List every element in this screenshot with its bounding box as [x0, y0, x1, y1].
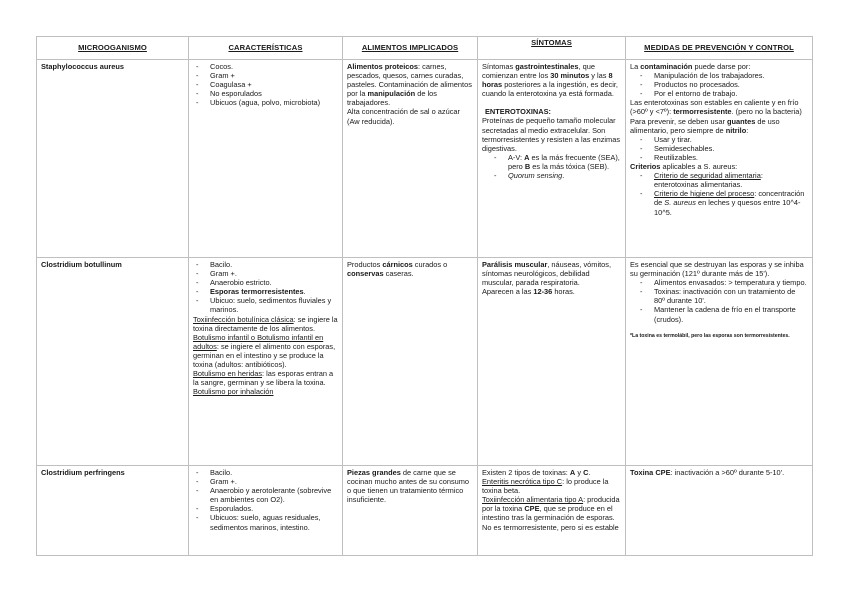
bold-text: Parálisis muscular [482, 260, 548, 269]
list-item: - Toxinas: inactivación con un tratamiento de 80º durante 10'. [654, 287, 808, 305]
toxin-type [482, 495, 621, 531]
contamination-list [630, 71, 808, 98]
underlined-text: Criterio de seguridad alimentaria [654, 171, 761, 181]
bold-text: termorresistente [673, 107, 732, 117]
list-item: - Gram +. [210, 477, 338, 486]
botulism-type [193, 387, 338, 396]
text: : inactivación a >60º durante 5-10'. [670, 468, 785, 477]
prevention-cell [626, 466, 813, 556]
list-item: - Bacilo. [210, 468, 338, 477]
symptoms-text [482, 62, 621, 98]
list-item: - Anaerobio estricto. [210, 278, 338, 287]
list-item [508, 171, 621, 180]
text: Las enterotoxinas son estables en caliente y en frío (>60º y <7º): [630, 98, 799, 117]
organism-name: Clostridium perfringens [37, 466, 189, 556]
italic-text: Quorum sensing [508, 171, 563, 181]
bold-text: Toxina CPE [630, 468, 671, 477]
text: curados o [412, 260, 448, 269]
enterotoxins-heading: ENTEROTOXINAS: [485, 107, 551, 117]
header-row [37, 37, 813, 60]
botulism-type [193, 333, 338, 369]
foods-cell [343, 466, 478, 556]
text: es la más frecuente (SEA), pero [508, 152, 620, 171]
foods-cell [343, 60, 478, 258]
bold-text: cárnicos [382, 260, 413, 269]
list-item [654, 189, 808, 216]
list-item: - Gram + [210, 71, 338, 80]
text: , que se produce en el intestino tras la germinación de esporas. No es termorresistente, pero si es estable [482, 504, 619, 532]
list-item: - Coagulasa + [210, 80, 338, 89]
gloves-list [630, 135, 808, 162]
bold-text: guantes [726, 116, 756, 126]
enterotoxins-text: Proteínas de pequeño tamaño molecular secretadas al medio extracelular. Son termorresistentes y resisten a las enzimas digestivas. [482, 116, 621, 153]
text: Para prevenir, se deben usar [630, 116, 727, 126]
underlined-text: Botulismo por inhalación [193, 387, 274, 397]
list-item: - Anaerobio y aerotolerante (sobrevive en ambientes con O2). [210, 486, 338, 504]
toxin-note: *La toxina es termolábil, pero las esporas son termorresistentes. [630, 332, 790, 339]
foods-text [347, 62, 473, 107]
list-item: - Alimentos envasados: > temperatura y tiempo. [654, 278, 808, 287]
header-caracteristicas: CARACTERÍSTICAS [189, 37, 343, 60]
text: Síntomas [482, 62, 516, 71]
bold-text: B [524, 161, 531, 171]
foods-text [347, 468, 473, 504]
organism-name: Clostridium botullinum [37, 258, 189, 466]
bold-text: gastrointestinales [515, 62, 579, 71]
symptoms-cell [478, 60, 626, 258]
list-item: - Ubicuo: suelo, sedimentos fluviales y marinos. [210, 296, 338, 314]
bold-text: A [569, 468, 576, 477]
symptoms-text [482, 468, 621, 477]
underlined-text: Toxiinfección botulínica clásica [193, 314, 294, 324]
bold-text: Piezas grandes [347, 468, 401, 477]
list-item: - Reutilizables. [654, 153, 808, 162]
bold-text: 30 minutos [550, 71, 590, 81]
list-item: - Semidesechables. [654, 144, 808, 153]
text: : [746, 125, 749, 135]
text: : concentración de [654, 189, 805, 208]
text: La [630, 62, 641, 71]
prevention-text [630, 468, 808, 477]
text: horas. [552, 287, 575, 297]
header-microorganismo: MICROOGANISMO [37, 37, 189, 60]
text: de uso alimentario, pero siempre de [630, 116, 780, 135]
underlined-text: Criterio de higiene del proceso [654, 189, 755, 199]
text: en leches y quesos entre 10^4-10^5. [654, 198, 801, 217]
text: . (pero no la bacteria) [731, 107, 802, 117]
row-perfringens [37, 466, 813, 556]
underlined-text: Botulismo infantil o Botulismo infantil en adultos [193, 332, 324, 351]
characteristics-cell [189, 258, 343, 466]
list-item: - Manipulación de los trabajadores. [654, 71, 808, 80]
characteristics-list [193, 260, 338, 315]
foods-cell [343, 258, 478, 466]
text: , que comienzan entre los [482, 62, 595, 81]
characteristics-cell [189, 60, 343, 258]
list-item [654, 171, 808, 189]
text: . [303, 287, 306, 297]
symptoms-cell [478, 258, 626, 466]
prevention-cell [626, 60, 813, 258]
text: . [588, 468, 591, 477]
text: : se ingiere el alimento con esporas, germinan en el intestino y se produce la toxina (adultos: antibióticos). [193, 341, 336, 370]
header-medidas: MEDIDAS DE PREVENCIÓN Y CONTROL [626, 37, 813, 60]
foods-note: Alta concentración de sal o azúcar (Aw reducida). [347, 107, 460, 126]
document-page [36, 36, 812, 556]
list-item: - Bacilo. [210, 260, 338, 269]
text: es la más tóxica (SEB). [530, 161, 610, 171]
bold-text: contaminación [640, 62, 693, 71]
botulism-type [193, 369, 338, 387]
list-item: - Productos no procesados. [654, 80, 808, 89]
text: A-V: [508, 152, 525, 162]
row-staphylococcus [37, 60, 813, 258]
prevention-text [630, 162, 808, 171]
bold-text: nitrilo [725, 125, 747, 135]
italic-text: S. aureus [664, 198, 696, 208]
list-item: - Ubicuos: suelo, aguas residuales, sedimentos marinos, intestino. [210, 513, 338, 531]
list-item: - Esporulados. [210, 504, 338, 513]
microorganism-table [36, 36, 813, 556]
characteristics-list [193, 468, 338, 532]
characteristics-list [193, 62, 338, 107]
list-item [508, 153, 621, 171]
prevention-list [630, 278, 808, 323]
toxin-type [482, 477, 621, 495]
bold-text: C [583, 468, 589, 477]
text: Productos [347, 260, 383, 269]
bold-text: 12-36 [533, 287, 553, 297]
bold-text: conservas [347, 269, 384, 279]
text: Existen 2 tipos de toxinas: [482, 468, 570, 477]
list-item: - Usar y tirar. [654, 135, 808, 144]
text: Aparecen a las [482, 287, 534, 297]
bold-text: manipulación [367, 89, 416, 99]
text: : lo produce la toxina beta. [482, 477, 609, 496]
prevention-text [630, 62, 808, 71]
characteristics-cell [189, 466, 343, 556]
prevention-text [630, 98, 808, 116]
text: aplicables a S. aureus: [660, 162, 738, 172]
organism-name: Staphylococcus aureus [37, 60, 189, 258]
bold-text: Criterios [630, 162, 661, 172]
prevention-cell [626, 258, 813, 466]
text: y [575, 468, 584, 477]
underlined-text: Enteritis necrótica tipo C [482, 477, 563, 487]
enterotoxins-list [482, 153, 621, 180]
bold-text: A [524, 152, 530, 162]
bold-text: Esporas termorresistentes [210, 287, 304, 297]
text: : enterotoxinas alimentarias. [654, 171, 763, 190]
text: : producida por la toxina [482, 495, 620, 514]
underlined-text: Botulismo en heridas [193, 369, 263, 379]
header-alimentos: ALIMENTOS IMPLICADOS [343, 37, 478, 60]
list-item: - Por el entorno de trabajo. [654, 89, 808, 98]
text: y las [589, 71, 609, 81]
prevention-text: Es esencial que se destruyan las esporas y se inhiba su germinación (121º durante más de 15'). [630, 260, 804, 279]
text: , náuseas, vómitos, síntomas neurológicos, debilidad muscular, parada respiratoria. [482, 260, 612, 288]
text: puede darse por: [692, 62, 751, 71]
prevention-text [630, 117, 808, 135]
list-item: - Ubicuos (agua, polvo, microbiota) [210, 98, 338, 107]
list-item: - No esporulados [210, 89, 338, 98]
list-item: - Mantener la cadena de frío en el transporte (crudos). [654, 305, 808, 323]
text: de carne que se cocinan mucho antes de su consumo o que tienen un tratamiento térmico insuficiente. [347, 468, 470, 505]
foods-text [347, 260, 473, 278]
text: : las esporas entran a la sangre, germinan y se libera la toxina. [193, 369, 334, 388]
criteria-list [630, 171, 808, 216]
underlined-text: Toxiinfección alimentaria tipo A [482, 495, 584, 505]
bold-text: CPE [524, 504, 540, 514]
list-item: - Cocos. [210, 62, 338, 71]
symptoms-cell [478, 466, 626, 556]
text: : carnes, pescados, quesos, carnes curadas, pasteles. Contaminación de alimentos por la [347, 62, 472, 99]
botulism-type [193, 315, 338, 333]
list-item [210, 287, 338, 296]
text: : se ingiere la toxina directamente de los alimentos. [193, 314, 338, 333]
row-botulinum [37, 258, 813, 466]
text: de los trabajadores. [347, 89, 437, 108]
text: posteriores a la ingestión, es decir, cuando la enterotoxina ya está formada. [482, 80, 618, 99]
header-sintomas: SÍNTOMAS [478, 37, 626, 60]
symptoms-onset [482, 287, 621, 296]
symptoms-text [482, 260, 621, 287]
text: . [562, 171, 565, 181]
text: caseras. [383, 269, 414, 279]
bold-text: Alimentos proteicos [347, 62, 419, 71]
list-item: - Gram +. [210, 269, 338, 278]
bold-text: 8 horas [482, 71, 613, 90]
